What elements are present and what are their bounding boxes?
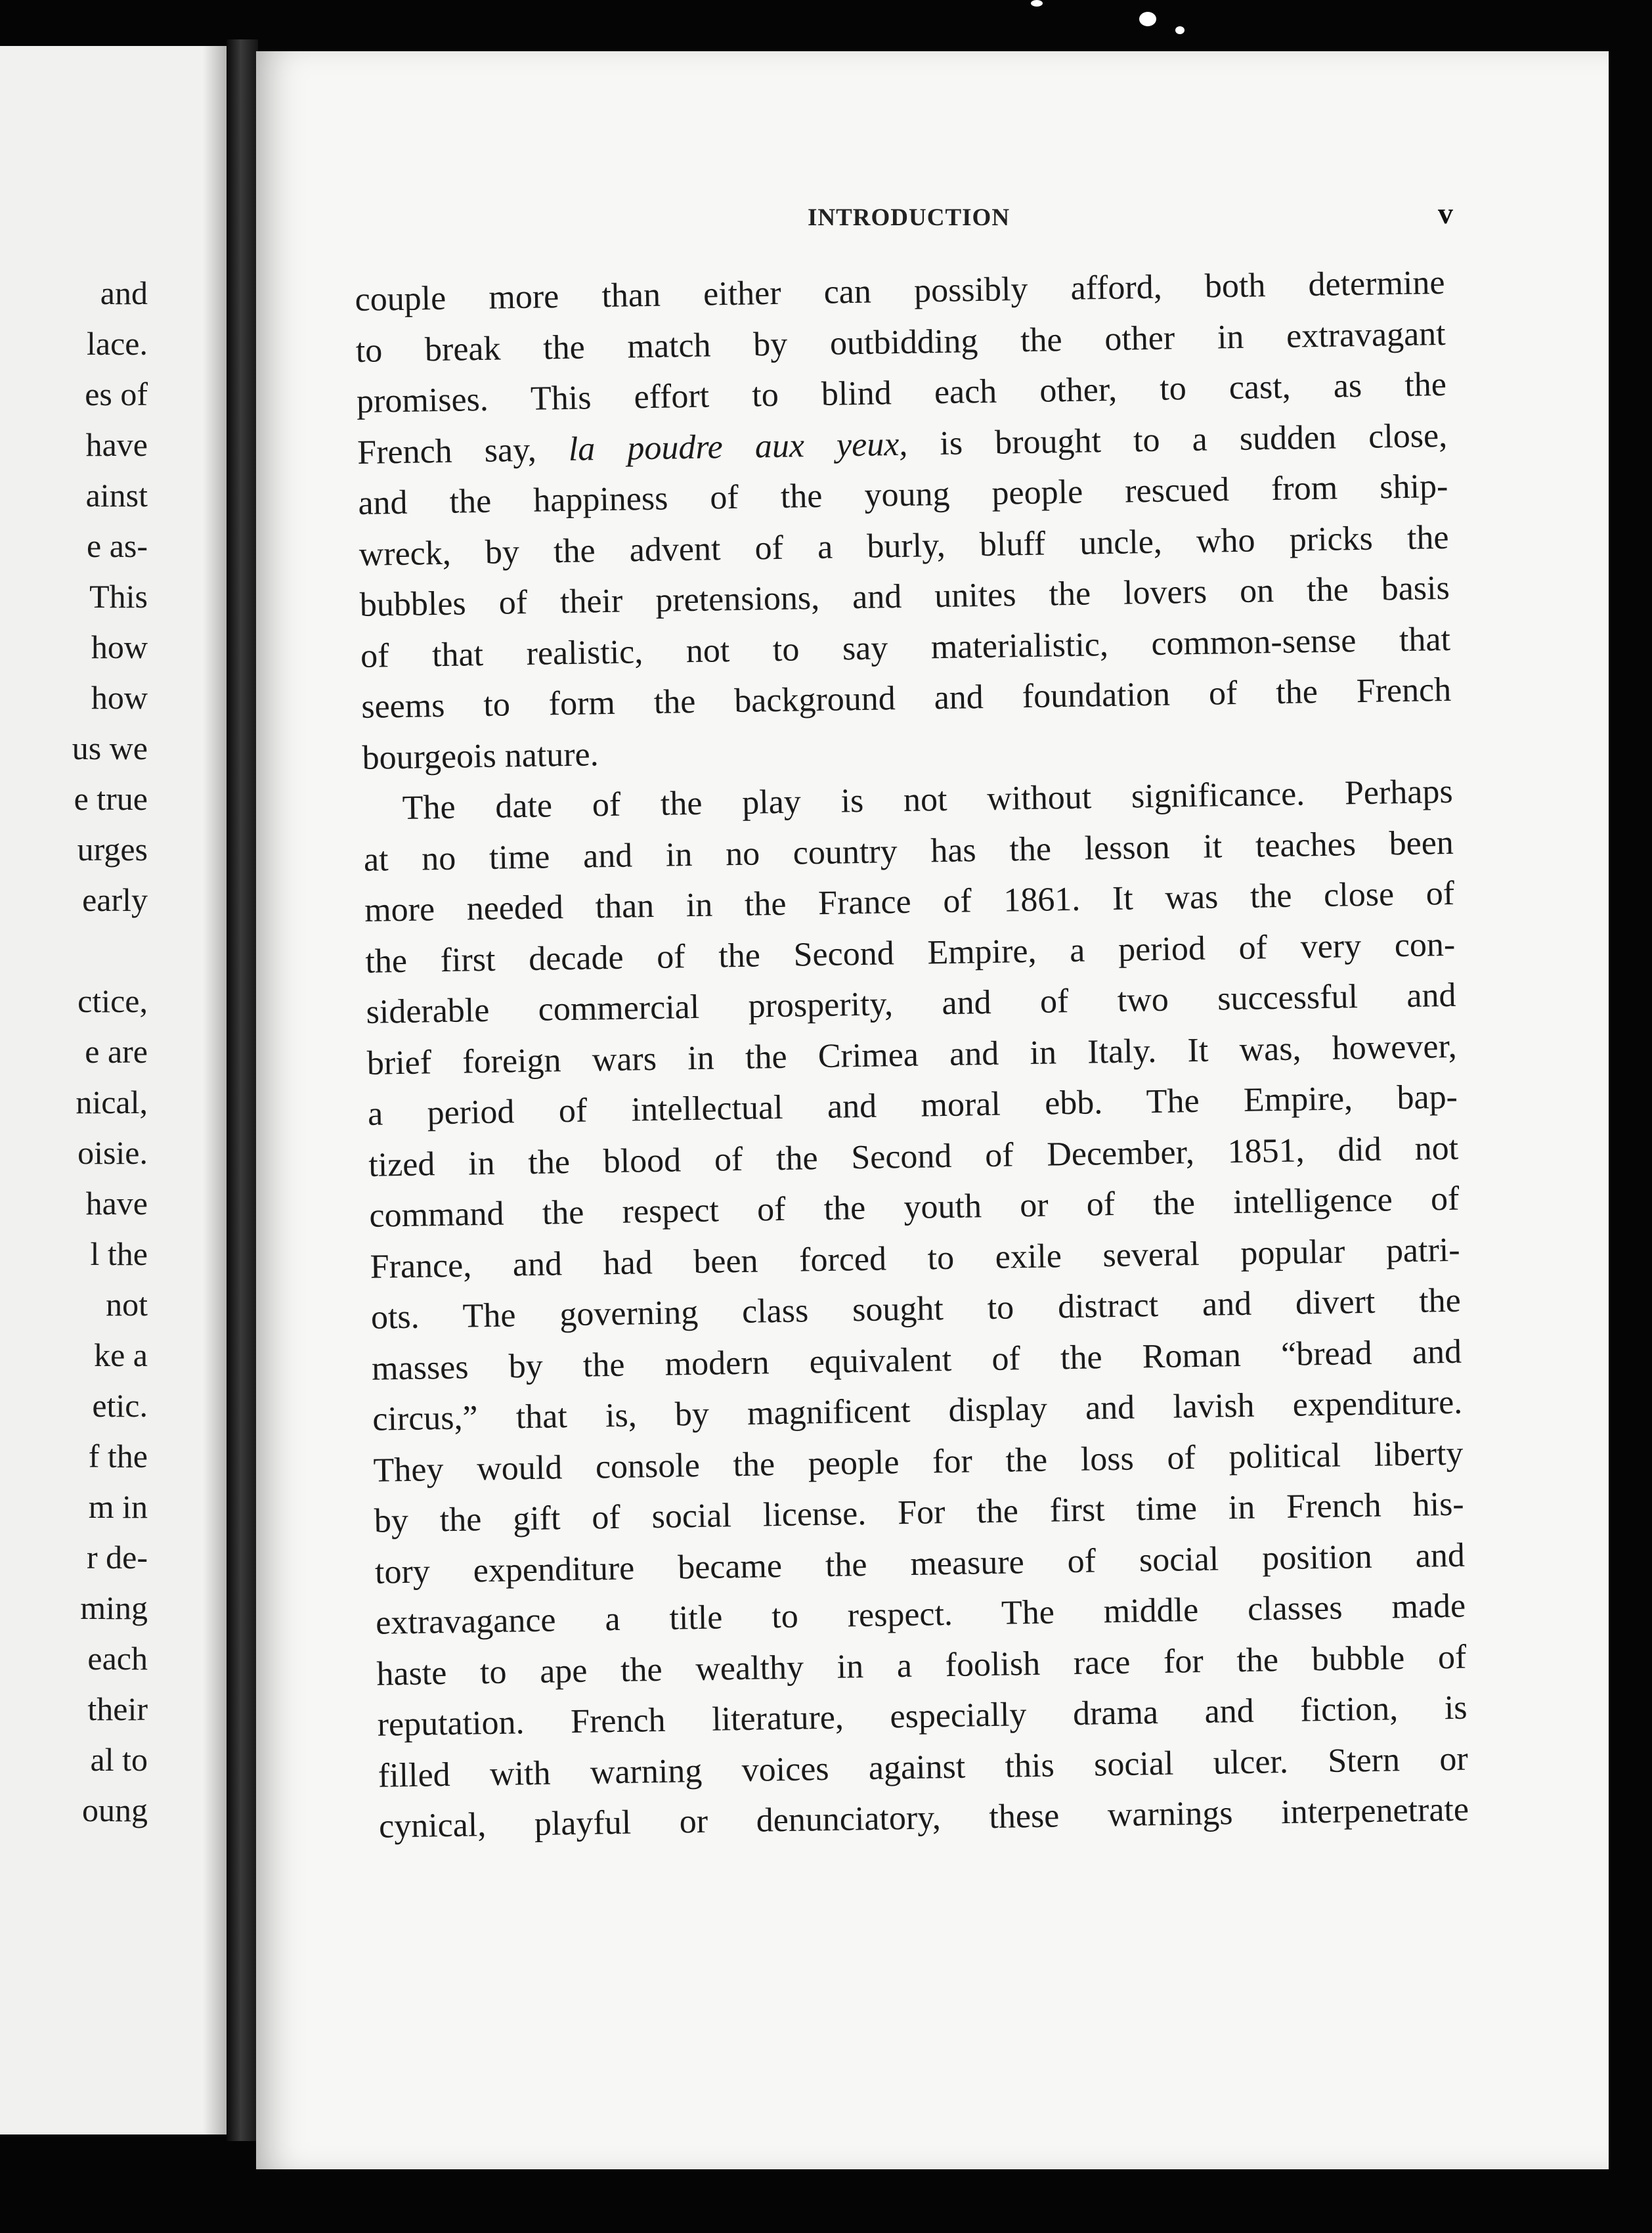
left-line: This	[89, 578, 148, 615]
left-line: ainst	[85, 477, 148, 514]
text-line: bubbles of their pretensions, and unites the lovers on the basis	[359, 569, 1450, 624]
left-line: us we	[72, 730, 148, 766]
left-line: ming	[80, 1589, 148, 1626]
text-line: the first decade of the Second Empire, a period of very con-	[364, 925, 1456, 981]
text-line: at no time and in no country has the lesson it teaches been	[363, 824, 1454, 879]
text-line: to break the match by outbidding the other in extravagant	[355, 315, 1446, 370]
left-line: f the	[88, 1438, 148, 1474]
scan-speck	[1139, 12, 1156, 26]
left-line: each	[87, 1640, 148, 1677]
left-line: oisie.	[77, 1134, 148, 1171]
text-line: haste to ape the wealthy in a foolish race for the bubble of	[376, 1638, 1467, 1693]
text-line: reputation. French literature, especially drama and fiction, is	[377, 1689, 1467, 1744]
right-page	[256, 51, 1609, 2169]
left-line: l the	[90, 1235, 148, 1272]
left-line: oung	[82, 1792, 148, 1828]
text-line: command the respect of the youth or of the intelligence of	[369, 1180, 1460, 1235]
left-line: have	[85, 426, 148, 463]
text-line: a period of intellectual and moral ebb. The Empire, bap-	[367, 1078, 1458, 1133]
left-line: their	[87, 1691, 148, 1727]
left-line: urges	[77, 831, 148, 868]
left-line: m in	[88, 1488, 148, 1525]
text-line: by the gift of social license. For the first time in French his-	[374, 1485, 1465, 1540]
left-line: es of	[85, 376, 148, 412]
text-line: bourgeois nature.	[362, 735, 599, 777]
text-line: ots. The governing class sought to distract and divert the	[370, 1281, 1462, 1337]
left-facing-page	[0, 46, 227, 2134]
left-line: etic.	[92, 1387, 148, 1424]
text-line: couple more than either can possibly afford, both determine	[355, 263, 1445, 319]
left-page-text	[72, 268, 148, 1836]
text-line: and the happiness of the young people rescued from ship-	[358, 467, 1448, 522]
text-line: of that realistic, not to say materialistic, common-sense that	[360, 620, 1451, 675]
text-line: tized in the blood of the Second of December, 1851, did not	[368, 1129, 1459, 1184]
running-head: INTRODUCTION	[808, 204, 1011, 231]
text-line: masses by the modern equivalent of the Roman “bread and	[371, 1333, 1462, 1388]
left-line: lace.	[87, 325, 148, 362]
scan-speck	[1031, 0, 1043, 7]
text-line: more needed than in the France of 1861. It was the close of	[364, 874, 1455, 929]
left-line: early	[82, 881, 148, 918]
text-line: The date of the play is not without significance. Perhaps	[402, 772, 1454, 827]
text-line: brief foreign wars in the Crimea and in Italy. It was, however,	[366, 1027, 1458, 1082]
text-segment: French say,	[357, 430, 569, 472]
body-text	[355, 257, 1469, 1852]
left-line: ke a	[94, 1337, 148, 1373]
left-line: r de-	[87, 1539, 148, 1576]
text-line: tory expenditure became the measure of social position and	[374, 1536, 1466, 1591]
left-line: have	[85, 1185, 148, 1222]
text-line: wreck, by the advent of a burly, bluff uncle, who pricks the	[359, 518, 1449, 573]
text-line: extravagance a title to respect. The middle classes made	[375, 1587, 1466, 1642]
gutter-shadow	[203, 46, 227, 2134]
left-line: and	[100, 275, 148, 311]
left-line: not	[106, 1286, 148, 1323]
text-line: circus,” that is, by magnificent display and lavish expenditure.	[372, 1383, 1463, 1438]
left-line: e are	[85, 1033, 148, 1070]
italic-phrase: la poudre aux yeux,	[568, 425, 908, 468]
text-line: cynical, playful or denunciatory, these warnings interpenetrate	[378, 1790, 1469, 1846]
left-line: al to	[90, 1741, 148, 1778]
text-line: seems to form the background and foundation of the French	[360, 671, 1452, 726]
text-line: France, and had been forced to exile several popular patri-	[370, 1231, 1460, 1286]
page-number: v	[1438, 196, 1453, 230]
left-line: e true	[74, 780, 148, 817]
left-line: how	[91, 629, 148, 665]
left-line: nical,	[76, 1084, 148, 1120]
left-line: e as-	[87, 527, 148, 564]
text-line: filled with warning voices against this social ulcer. Stern or	[378, 1740, 1469, 1795]
text-line: siderable commercial prosperity, and of two successful and	[366, 976, 1456, 1031]
left-line: ctice,	[77, 983, 148, 1019]
text-line: They would console the people for the loss of political liberty	[373, 1434, 1464, 1490]
text-segment: is brought to a sudden close,	[907, 416, 1448, 463]
left-line-gap	[72, 925, 148, 976]
scan-speck	[1175, 26, 1185, 34]
book-binding	[227, 39, 258, 2141]
left-line: how	[91, 679, 148, 716]
text-line: promises. This effort to blind each other, to cast, as the	[356, 365, 1447, 420]
